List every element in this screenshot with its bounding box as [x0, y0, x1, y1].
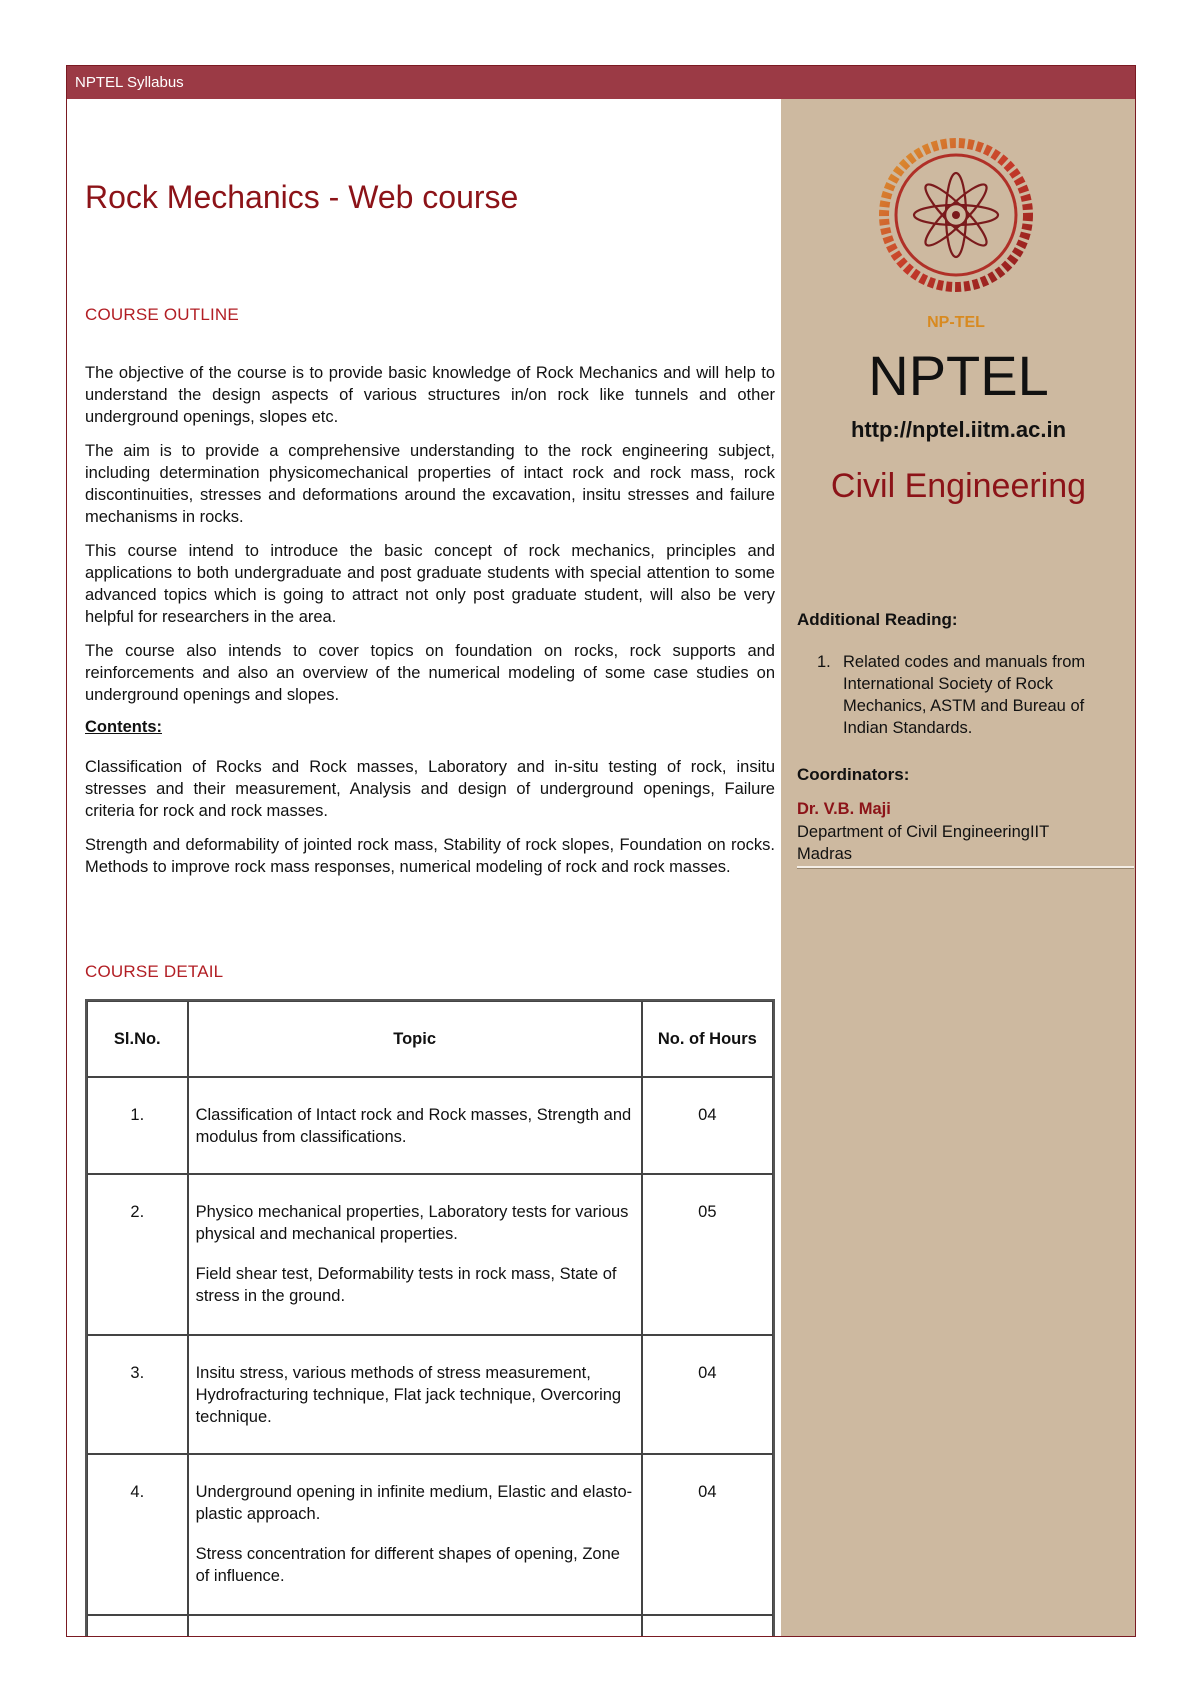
org-name: NPTEL — [868, 344, 1049, 407]
table-row — [87, 1335, 773, 1454]
logo-text: NP-TEL — [927, 314, 985, 331]
row-hours: 04 — [642, 1077, 773, 1174]
outline-paragraph-4: The course also intends to cover topics on foundation on rocks, rock supports and reinforcements and also an overview of the numerical modeling of some case studies on underground openings and slopes. — [85, 642, 775, 704]
outline-paragraph-2: The aim is to provide a comprehensive understanding to the rock engineering subject, including determination physicomechanical properties of intact rock and rock mass, rock discontinuities, stresses and deformations around the excavation, insitu stresses and failure mechanisms in rocks. — [85, 442, 775, 526]
topic-text: Stress concentration for different shapes of opening, Zone of influence. — [195, 1545, 620, 1585]
main-content — [85, 99, 775, 1637]
additional-reading-heading: Additional Reading: — [797, 610, 958, 629]
header-bar — [67, 66, 1135, 99]
header-slno: Sl.No. — [87, 1001, 188, 1077]
course-detail-table — [85, 999, 775, 1637]
topic-text: Field shear test, Deformability tests in rock mass, State of stress in the ground. — [195, 1265, 617, 1305]
topic-text: Underground opening in infinite medium, Elastic and elasto-plastic approach. — [195, 1483, 633, 1523]
row-topic — [188, 1335, 642, 1454]
row-topic — [188, 1077, 642, 1174]
header-topic: Topic — [188, 1001, 642, 1077]
topic-text: Classification of Intact rock and Rock masses, Strength and modulus from classifications. — [195, 1106, 632, 1146]
table-row — [87, 1454, 773, 1615]
nptel-logo — [876, 135, 1036, 335]
row-number: 2. — [87, 1174, 188, 1335]
department-name: Civil Engineering — [830, 467, 1087, 505]
list-item: Related codes and manuals from International Society of Rock Mechanics, ASTM and Bureau of Indian Standards. — [843, 653, 1086, 737]
topic-text: Physico mechanical properties, Laboratory tests for various physical and mechanical properties. — [195, 1203, 629, 1243]
coordinator-name: Dr. V.B. Maji — [797, 800, 891, 818]
table-row — [87, 1174, 773, 1335]
header-label: NPTEL Syllabus — [75, 74, 184, 91]
topic-text: Insitu stress, various methods of stress measurement, Hydrofracturing technique, Flat jack technique, Overcoring technique. — [195, 1364, 622, 1426]
coordinators-heading: Coordinators: — [797, 765, 910, 784]
page-frame — [66, 65, 1136, 1637]
coordinator-department: Department of Civil EngineeringIIT Madras — [797, 823, 1049, 863]
contents-heading: Contents: — [85, 718, 162, 736]
header-hours: No. of Hours — [642, 1001, 773, 1077]
row-number: 3. — [87, 1335, 188, 1454]
row-hours: 04 — [642, 1454, 773, 1615]
outline-paragraph-3: This course intend to introduce the basic concept of rock mechanics, principles and applications to both undergraduate and post graduate students with special attention to some advanced topics which is going to attract not only post graduate student, will also be very helpful for researchers in the area. — [85, 542, 775, 626]
row-hours: 05 — [642, 1174, 773, 1335]
outline-paragraph-1: The objective of the course is to provide basic knowledge of Rock Mechanics and will help to understand the design aspects of various structures in/on rock like tunnels and other underground openings, slopes etc. — [85, 364, 775, 426]
page-title: Rock Mechanics - Web course — [85, 179, 519, 215]
table-row — [87, 1077, 773, 1174]
course-detail-heading: COURSE DETAIL — [85, 962, 224, 981]
row-number: 1. — [87, 1077, 188, 1174]
row-hours — [642, 1615, 773, 1637]
row-number — [87, 1615, 188, 1637]
divider — [797, 866, 1134, 869]
table-header-row — [87, 1001, 773, 1077]
course-outline-heading: COURSE OUTLINE — [85, 305, 239, 324]
contents-paragraph-1: Classification of Rocks and Rock masses, Laboratory and in-situ testing of rock, insitu stresses and their measurement, Analysis and design of underground openings, Failure criteria for rock and rock masses. — [85, 758, 775, 820]
row-topic — [188, 1174, 642, 1335]
list-item-number: 1. — [817, 653, 831, 671]
org-url[interactable]: http://nptel.iitm.ac.in — [850, 417, 1067, 442]
row-number: 4. — [87, 1454, 188, 1615]
row-topic — [188, 1454, 642, 1615]
table-row — [87, 1615, 773, 1637]
row-hours: 04 — [642, 1335, 773, 1454]
sidebar — [781, 99, 1136, 1637]
contents-paragraph-2: Strength and deformability of jointed rock mass, Stability of rock slopes, Foundation on rocks. Methods to improve rock mass responses, numerical modeling of rock and rock masses. — [85, 836, 775, 876]
row-topic — [188, 1615, 642, 1637]
